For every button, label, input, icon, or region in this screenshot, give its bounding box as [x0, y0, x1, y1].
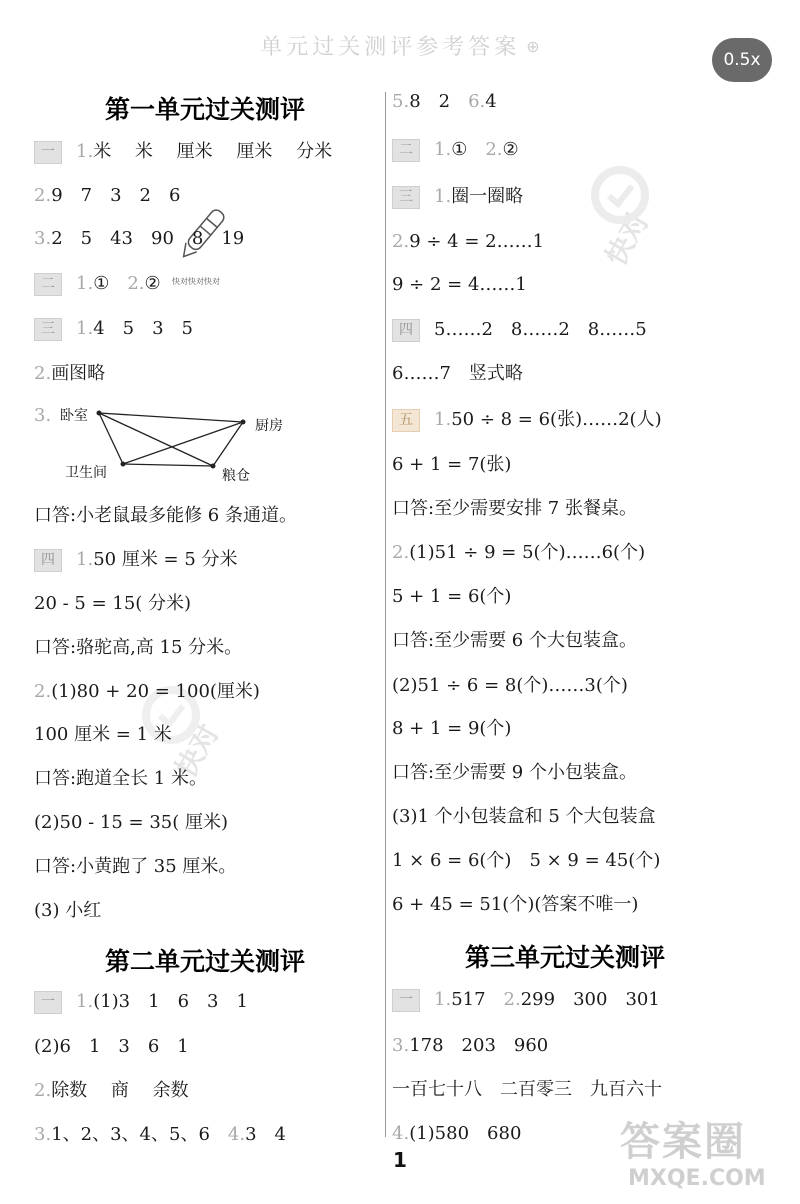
node-bathroom: 卫生间 [65, 465, 107, 481]
section-badge: 一 [392, 989, 420, 1012]
site-watermark: 答案圈 [620, 1119, 746, 1165]
answer-line: 6 + 45 = 51(个)(答案不唯一) [392, 894, 639, 915]
header-circle-icon: ⊕ [526, 37, 540, 56]
section-badge: 三 [392, 186, 420, 209]
answer-line: 口答:至少需要安排 7 张餐桌。 [392, 498, 637, 519]
answer-line: 口答:骆驼高,高 15 分米。 [34, 637, 243, 658]
answer-line: 口答:小老鼠最多能修 6 条通道。 [34, 505, 297, 526]
answer-line: (2)50 - 15 = 35( 厘米) [34, 812, 229, 833]
unit2-title: 第二单元过关测评 [104, 947, 305, 976]
answer-line: 口答:至少需要 6 个大包装盒。 [392, 630, 637, 651]
answer-line: 3.178 203 960 [392, 1035, 549, 1056]
section-badge: 二 [392, 139, 420, 162]
answer-line: 4.(1)580 680 [392, 1123, 522, 1144]
page-number: 1 [393, 1148, 407, 1172]
section-badge: 五 [392, 409, 420, 432]
answer-line: (2)51 ÷ 6 = 8(个)……3(个) [392, 675, 628, 696]
answer-line: 3.1、2、3、4、5、6 4.3 4 [34, 1124, 286, 1145]
zoom-button[interactable]: 0.5x [712, 38, 772, 82]
section-badge: 四 [392, 319, 420, 342]
answer-line: 1.50 ÷ 8 = 6(张)……2(人) [434, 409, 662, 430]
answer-line: 1.① 2.② [76, 273, 161, 294]
node-bedroom: 卧室 [60, 408, 88, 424]
answer-line: (2)6 1 3 6 1 [34, 1036, 189, 1057]
answer-line: 一百七十八 二百零三 九百六十 [392, 1079, 662, 1100]
answer-line: 2.(1)80 + 20 = 100(厘米) [34, 681, 260, 702]
section-badge: 一 [34, 141, 62, 164]
answer-line: (3) 小红 [34, 900, 102, 921]
section-badge: 四 [34, 549, 62, 572]
answer-line: 1.圈一圈略 [434, 186, 524, 207]
site-url-watermark: MXQE.COM [628, 1166, 766, 1191]
answer-line: 5 + 1 = 6(个) [392, 586, 512, 607]
node-kitchen: 厨房 [255, 418, 283, 434]
answer-line: 1.4 5 3 5 [76, 318, 193, 339]
answer-line: 口答:跑道全长 1 米。 [34, 768, 207, 789]
answer-line: 3.2 5 43 90 8 19 [34, 228, 245, 249]
answer-line: 2.(1)51 ÷ 9 = 5(个)……6(个) [392, 542, 646, 563]
node-granary: 粮仓 [222, 468, 250, 484]
answer-line: 2.9 ÷ 4 = 2……1 [392, 231, 545, 252]
answer-line: 8 + 1 = 9(个) [392, 718, 512, 739]
answer-line: 1 × 6 = 6(个) 5 × 9 = 45(个) [392, 850, 661, 871]
page-header [0, 30, 800, 61]
answer-line: 100 厘米 = 1 米 [34, 724, 172, 745]
answer-line: 6 + 1 = 7(张) [392, 454, 512, 475]
answer-line: 5……2 8……2 8……5 [434, 319, 647, 340]
header-title: 单元过关测评参考答案 [260, 35, 521, 60]
answer-line: 口答:小黄跑了 35 厘米。 [34, 856, 237, 877]
answer-line: 2.除数 商 余数 [34, 1080, 189, 1101]
kuaidui-watermark: 快对 [599, 206, 656, 272]
column-divider [385, 92, 386, 1137]
answer-line: 1.米 米 厘米 厘米 分米 [76, 141, 333, 162]
stamp-text: 快对快对快对 [172, 277, 220, 286]
answer-line: 口答:至少需要 9 个小包装盒。 [392, 762, 637, 783]
answer-line: 9 ÷ 2 = 4……1 [392, 274, 527, 295]
kuaidui-logo-icon [585, 160, 655, 230]
section-badge: 二 [34, 273, 62, 296]
answer-line: 6……7 竖式略 [392, 363, 523, 384]
answer-line: 2.9 7 3 2 6 [34, 185, 181, 206]
answer-line: 5.8 2 6.4 [392, 91, 497, 112]
section-badge: 三 [34, 318, 62, 341]
answer-line: (3)1 个小包装盒和 5 个大包装盒 [392, 806, 656, 827]
answer-line: 20 - 5 = 15( 分米) [34, 593, 192, 614]
unit3-title: 第三单元过关测评 [464, 943, 665, 972]
section-badge: 一 [34, 991, 62, 1014]
unit1-title: 第一单元过关测评 [104, 95, 305, 124]
answer-line: 1.① 2.② [434, 139, 519, 160]
answer-line: 1.50 厘米 = 5 分米 [76, 549, 238, 570]
kuaidui-watermark-2: 快对 [169, 718, 226, 784]
answer-line: 1.517 2.299 300 301 [434, 989, 660, 1010]
answer-line: 1.(1)3 1 6 3 1 [76, 991, 248, 1012]
answer-line: 2.画图略 [34, 363, 106, 384]
answer-line: 3. [34, 405, 52, 426]
